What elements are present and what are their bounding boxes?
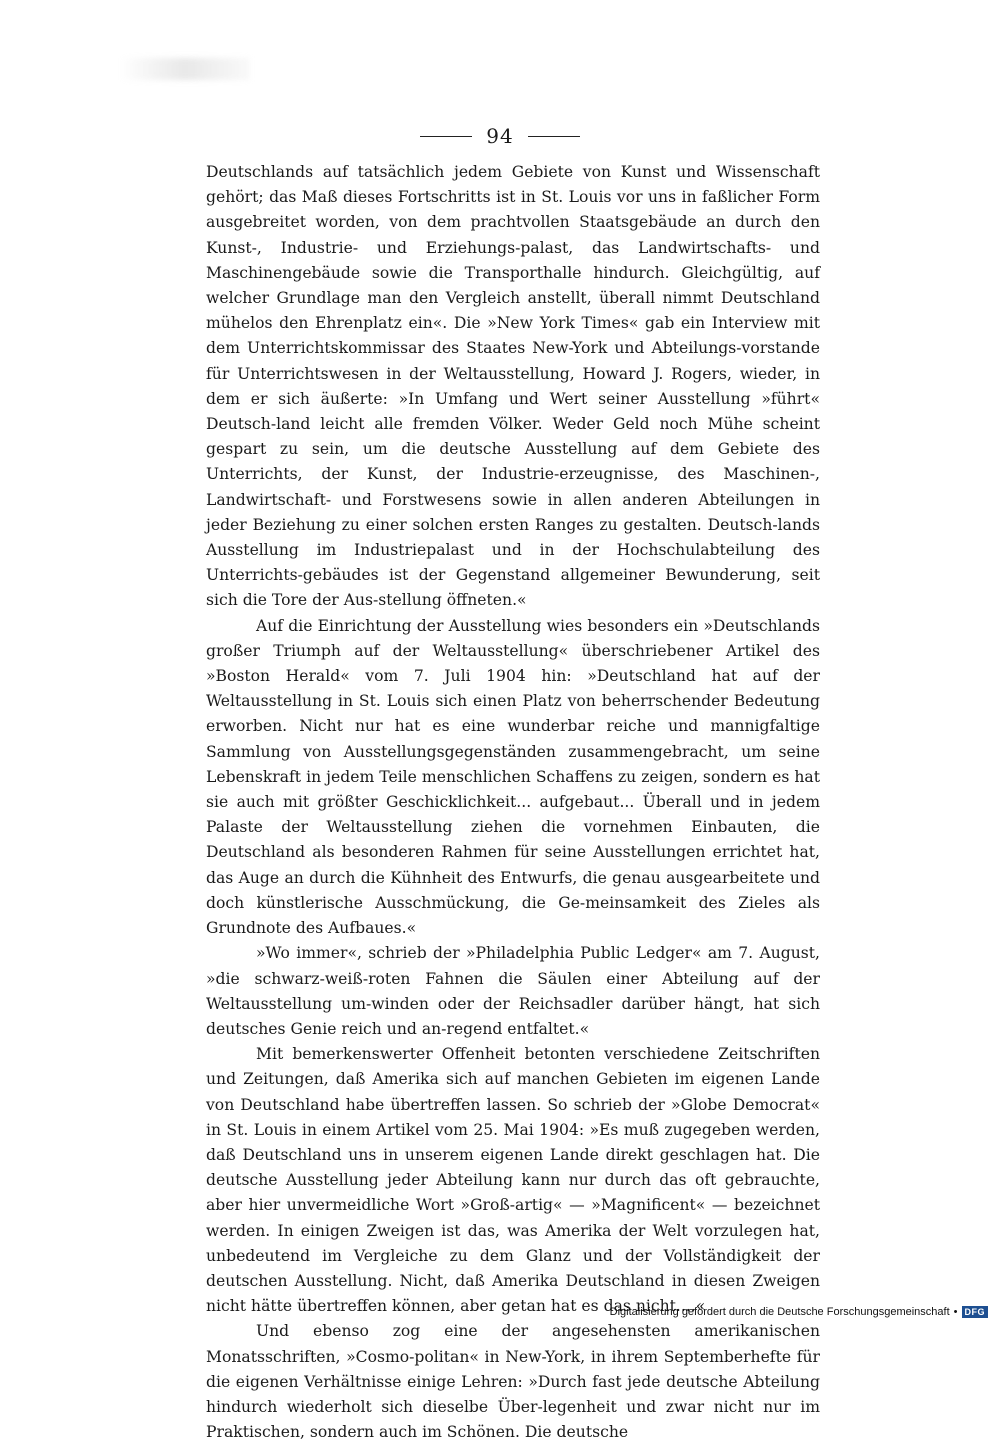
paragraph-1: Deutschlands auf tatsächlich jedem Gebiete von Kunst und Wissenschaft gehört; das Maß dieses Fortschritts ist in St. Louis vor uns in faßlicher Form ausgebreitet worden, von dem prachtvollen Staatsgebäude an durch den Kunst-, Industrie- und Erziehungs-palast, das Landwirtschafts- und Maschinengebäude sowie die Transporthalle hindurch. Gleichgültig, auf welcher Grundlage man den Vergleich anstellt, überall nimmt Deutschland mühelos den Ehrenplatz ein«. Die »New York Times« gab ein Interview mit dem Unterrichtskommissar des Staates New-York und Abteilungs-vorstande für Unterrichtswesen in der Weltausstellung, Howard J. Rogers, wieder, in dem er sich äußerte: »In Umfang und Wert seiner Ausstellung »führt« Deutsch-land leicht alle fremden Völker. Weder Geld noch Mühe scheint gespart zu sein, um die deutsche Ausstellung auf dem Gebiete des Unterrichts, der Kunst, der Industrie-erzeugnisse, des Maschinen-, Landwirtschaft- und Forstwesens sowie in allen anderen Abteilungen in jeder Beziehung zu einer solchen ersten Ranges zu gestalten. Deutsch-lands Ausstellung im Industriepalast und in der Hochschulabteilung des Unterrichts-gebäudes ist der Gegenstand allgemeiner Bewunderung, seit sich die Tore der Aus-stellung öffneten.« — [206, 163, 820, 610]
digitization-footer — [610, 1306, 988, 1318]
header-rule-left — [420, 136, 472, 137]
paragraph-5: Und ebenso zog eine der angesehensten amerikanischen Monatsschriften, »Cosmo-politan« in New-York, in ihrem Septemberhefte für die eigenen Verhältnisse einige Lehren: »Durch fast jede deutsche Abteilung hindurch wiederholt sich dieselbe Über-legenheit und zwar nicht nur im Praktischen, sondern auch im Schönen. Die deutsche — [206, 1322, 820, 1442]
paragraph-3: »Wo immer«, schrieb der »Philadelphia Public Ledger« am 7. August, »die schwarz-weiß-roten Fahnen die Säulen einer Abteilung auf der Weltausstellung um-winden oder der Reichsadler darüber hängt, hat sich deutsches Genie reich und an-regend entfaltet.« — [206, 944, 820, 1038]
body-text — [206, 160, 820, 1445]
scan-smudge — [120, 58, 250, 80]
footer-credit: Digitalisierung gefördert durch die Deutsche Forschungsgemeinschaft — [609, 1306, 950, 1318]
page-header — [0, 124, 1000, 148]
page-number: 94 — [486, 124, 514, 148]
header-rule-right — [528, 136, 580, 137]
footer-bullet: • — [953, 1306, 958, 1318]
paragraph-4: Mit bemerkenswerter Offenheit betonten verschiedene Zeitschriften und Zeitungen, daß Amerika sich auf manchen Gebieten im eigenen Lande von Deutschland habe übertreffen lassen. So schrieb der »Globe Democrat« in St. Louis in einem Artikel vom 25. Mai 1904: »Es muß zugegeben werden, daß Deutschland uns in unserem eigenen Lande direkt geschlagen hat. Die deutsche Ausstellung jeder Abteilung kann nur durch das oft gebrauchte, aber hier unvermeidliche Wort »Groß-artig« — »Magnificent« — bezeichnet werden. In einigen Zweigen ist das, was Amerika der Welt vorzulegen hat, unbedeutend im Vergleiche zu dem Glanz und der Vollständigkeit der deutschen Ausstellung. Nicht, daß Amerika Deutschland in diesen Zweigen nicht hätte übertreffen können, aber getan hat es das nicht....« — [206, 1045, 820, 1316]
paragraph-2: Auf die Einrichtung der Ausstellung wies besonders ein »Deutschlands großer Triumph auf der Weltausstellung« überschriebener Artikel des »Boston Herald« vom 7. Juli 1904 hin: »Deutschland hat auf der Weltausstellung in St. Louis sich einen Platz von beherrschender Bedeutung erworben. Nicht nur hat es eine wunderbar reiche und mannigfaltige Sammlung von Ausstellungsgegenständen zusammengebracht, um seine Lebenskraft in jedem Teile menschlichen Schaffens zu zeigen, sondern es hat sie auch mit größter Geschicklichkeit... aufgebaut... Überall und in jedem Palaste der Weltausstellung ziehen die vornehmen Einbauten, die Deutschland als besonderen Rahmen für seine Ausstellungen errichtet hat, das Auge an durch die Kühnheit des Entwurfs, die genau ausgearbeitete und doch künstlerische Ausschmückung, die Ge-meinsamkeit des Zieles als Grundnote des Aufbaues.« — [206, 616, 820, 938]
dfg-logo: DFG — [962, 1306, 989, 1318]
